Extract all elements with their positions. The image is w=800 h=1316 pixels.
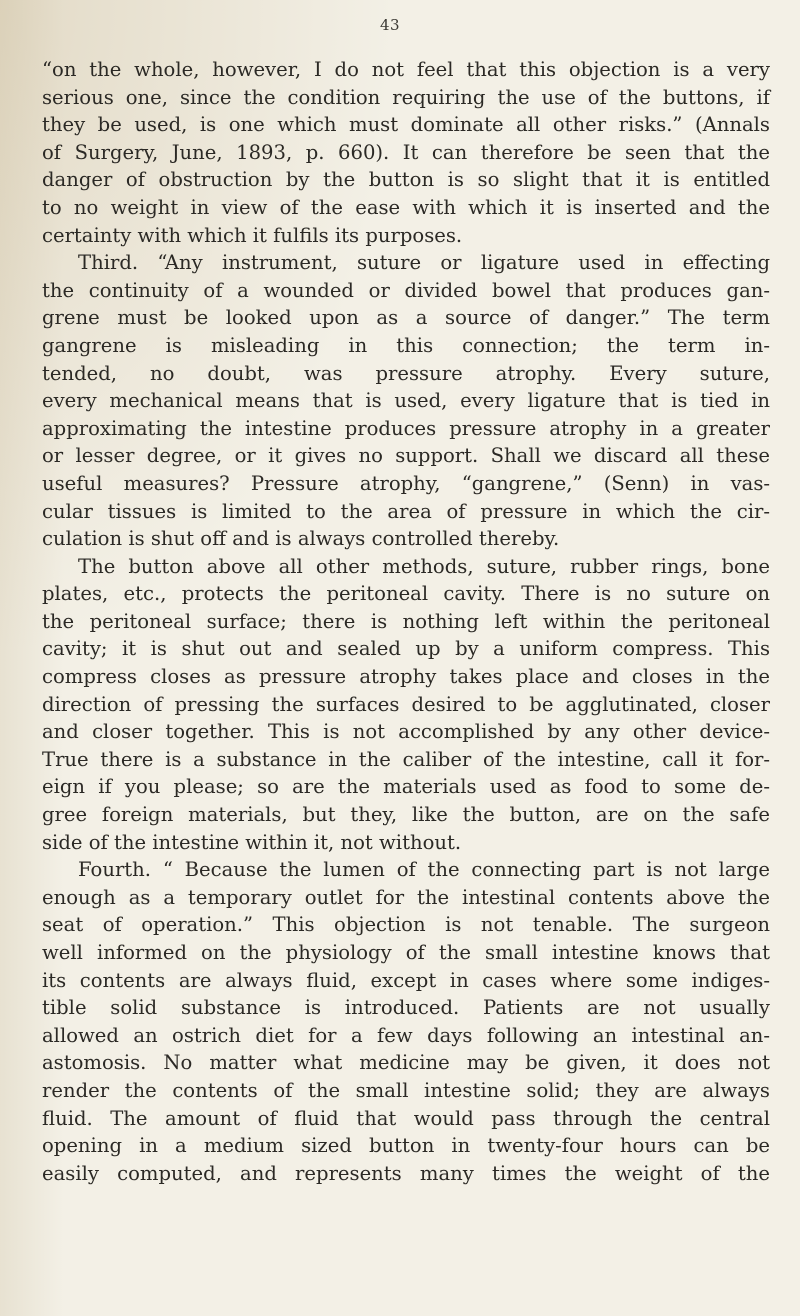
text-line: cavity; it is shut out and sealed up by a uniform compress. This (42, 637, 770, 661)
text-line: and closer together. This is not accomplished by any other device- (42, 720, 770, 744)
text-line: plates, etc., protects the peritoneal cavity. There is no suture on (42, 582, 770, 606)
text-line: Third. “Any instrument, suture or ligature used in effecting (78, 251, 770, 275)
text-line: its contents are always fluid, except in cases where some indiges- (42, 968, 770, 992)
text-line: of Surgery, June, 1893, p. 660). It can therefore be seen that the (42, 140, 770, 164)
text-line: gangrene is misleading in this connection; the term in- (42, 333, 770, 357)
text-line: approximating the intestine produces pressure atrophy in a greater (42, 416, 770, 440)
text-line: they be used, is one which must dominate all other risks.” (Annals (42, 113, 770, 137)
text-line: The button above all other methods, suture, rubber rings, bone (78, 554, 770, 578)
text-line: enough as a temporary outlet for the intestinal contents above the (42, 885, 770, 909)
text-line: fluid. The amount of fluid that would pass through the central (42, 1106, 770, 1130)
text-line: allowed an ostrich diet for a few days following an intestinal an- (42, 1023, 770, 1047)
text-line: danger of obstruction by the button is so slight that it is entitled (42, 168, 770, 192)
text-line: the peritoneal surface; there is nothing left within the peritoneal (42, 609, 770, 633)
body-text (42, 56, 770, 1187)
text-line: certainty with which it fulfils its purposes. (42, 223, 463, 247)
text-line: cular tissues is limited to the area of pressure in which the cir- (42, 499, 770, 523)
text-line: gree foreign materials, but they, like the button, are on the safe (42, 803, 770, 827)
text-line: seat of operation.” This objection is not tenable. The surgeon (42, 913, 770, 937)
text-line: culation is shut off and is always controlled thereby. (42, 527, 560, 551)
text-line: serious one, since the condition requiring the use of the buttons, if (42, 85, 770, 109)
text-line: eign if you please; so are the materials used as food to some de- (42, 775, 770, 799)
text-line: the continuity of a wounded or divided bowel that produces gan- (42, 278, 770, 302)
text-line: True there is a substance in the caliber of the intestine, call it for- (42, 747, 770, 771)
page-number: 43 (380, 16, 401, 34)
text-line: to no weight in view of the ease with which it is inserted and the (42, 195, 770, 219)
text-line: compress closes as pressure atrophy takes place and closes in the (42, 665, 770, 689)
text-line: “on the whole, however, I do not feel that this objection is a very (42, 58, 770, 81)
text-line: direction of pressing the surfaces desired to be agglutinated, closer (42, 692, 770, 716)
text-line: astomosis. No matter what medicine may be given, it does not (42, 1051, 770, 1075)
text-line: Fourth. “ Because the lumen of the connecting part is not large (78, 858, 770, 882)
text-line: side of the intestine within it, not without. (42, 830, 462, 854)
text-line: useful measures? Pressure atrophy, “gangrene,” (Senn) in vas- (42, 471, 770, 495)
text-line: tible solid substance is introduced. Patients are not usually (42, 996, 770, 1020)
text-line: well informed on the physiology of the small intestine knows that (42, 941, 770, 964)
text-line: opening in a medium sized button in twenty-four hours can be (42, 1134, 770, 1158)
text-line: render the contents of the small intestine solid; they are always (42, 1078, 770, 1102)
text-line: or lesser degree, or it gives no support. Shall we discard all these (42, 444, 770, 468)
text-line: easily computed, and represents many times the weight of the (42, 1161, 770, 1185)
text-line: tended, no doubt, was pressure atrophy. Every suture, (42, 361, 770, 385)
text-line: grene must be looked upon as a source of danger.” The term (42, 306, 770, 330)
text-line: every mechanical means that is used, every ligature that is tied in (42, 389, 770, 413)
